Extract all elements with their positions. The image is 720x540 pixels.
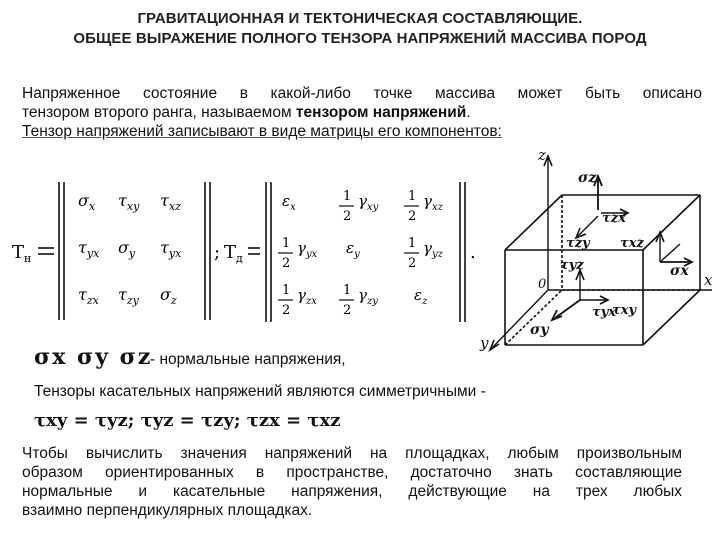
axis-x-label: x (704, 271, 713, 289)
tensor-separator: ; (214, 242, 221, 263)
axis-y-label: y (480, 334, 489, 352)
strain-component: $\gamma_{xz}$ (423, 192, 443, 213)
intro-line-2-suffix: . (466, 104, 471, 121)
closing-line-3: нормальные и касательные напряжения, действующие на трех любых (22, 483, 682, 500)
half-fraction (339, 283, 354, 318)
strain-component: $\gamma_{zx}$ (297, 286, 317, 307)
svg-text:2: 2 (408, 209, 417, 224)
arrow-sigma-y (555, 300, 580, 318)
closing-line-1: Чтобы вычислить значения напряжений на площадках, любым произвольным (22, 445, 682, 462)
svg-text:2: 2 (408, 256, 417, 271)
tensor-sigma-label: T (12, 242, 25, 263)
svg-text:1: 1 (282, 236, 291, 251)
svg-text:T (12, 242, 24, 263)
normal-stress-text: - нормальные напряжения, (150, 351, 346, 368)
stress-component: $\tau_{xy}$ (118, 191, 140, 213)
origin-label: 0 (538, 277, 547, 292)
svg-text:1: 1 (343, 189, 352, 204)
tensor-eps-label-sub: д (236, 252, 243, 265)
closing-line-2: образом ориентированных в пространстве, достаточно знать составляющие (22, 464, 682, 481)
svg-text:2: 2 (282, 303, 291, 318)
strain-component: $\varepsilon_x$ (282, 192, 296, 213)
svg-text:2: 2 (282, 256, 291, 271)
strain-component: $\gamma_{xy}$ (358, 192, 379, 213)
intro-line-1: Напряженное состояние в какой-либо точке массива может быть описано (22, 85, 702, 102)
title-line-2: ОБЩЕЕ ВЫРАЖЕНИЕ ПОЛНОГО ТЕНЗОРА НАПРЯЖЕНИЙ МАССИВА ПОРОД (73, 30, 647, 47)
half-fraction (339, 189, 354, 224)
shear-text: Тензоры касательных напряжений являются симметричными - (34, 383, 486, 400)
sigma-z-label: σz (578, 170, 597, 186)
axis-z-label: z (538, 146, 546, 164)
half-fraction (404, 236, 419, 271)
strain-component: $\gamma_{zy}$ (358, 286, 378, 307)
strain-component: $\gamma_{yz}$ (423, 239, 443, 260)
stress-component: $\tau_{zx}$ (78, 285, 99, 307)
strain-component: $\varepsilon_y$ (346, 239, 360, 260)
intro-line-2-prefix: тензором второго ранга, называемом (22, 104, 296, 121)
svg-text:1: 1 (408, 189, 417, 204)
svg-text:2: 2 (343, 209, 352, 224)
svg-text:1: 1 (282, 283, 291, 298)
sigma-x-label: σx (670, 263, 689, 279)
half-fraction (404, 189, 419, 224)
strain-tensor-matrix (224, 182, 476, 322)
tensor-eps-label: T (224, 242, 237, 263)
closing-paragraph (22, 444, 682, 520)
tau-zy-label: τzy (566, 236, 590, 251)
tau-yx-label: τyx (592, 305, 617, 320)
strain-component: $\gamma_{yx}$ (297, 239, 318, 260)
tau-yz-label: τyz (560, 258, 584, 273)
title-line-1: ГРАВИТАЦИОННАЯ И ТЕКТОНИЧЕСКАЯ СОСТАВЛЯЮЩИЕ. (137, 10, 583, 27)
strain-component: $\varepsilon_z$ (414, 286, 428, 307)
stress-component: $\tau_{zy}$ (118, 285, 139, 307)
stress-tensor-matrix (12, 182, 220, 320)
stress-component: $\sigma_y$ (118, 238, 136, 260)
half-fraction (278, 236, 293, 271)
cube-edge (643, 290, 700, 345)
closing-line-4: взаимно перпендикулярных площадках. (22, 502, 313, 519)
cube-edge (643, 195, 700, 250)
cube-edge (505, 195, 562, 250)
stress-component: $\tau_{yx}$ (78, 238, 100, 260)
tensor-sigma-label-sub: н (24, 252, 32, 265)
stress-cube-diagram (490, 156, 712, 350)
arrow-tau-xy-back (660, 244, 680, 262)
stress-component: $\sigma_x$ (78, 191, 96, 213)
svg-text:2: 2 (343, 303, 352, 318)
stress-component: $\tau_{yx}$ (160, 238, 182, 260)
svg-text:1: 1 (343, 283, 352, 298)
cube-labels (479, 146, 713, 352)
intro-line-3: Тензор напряжений записывают в виде матрицы его компонентов: (22, 123, 502, 140)
half-fraction (278, 283, 293, 318)
shear-symmetry-formula: τxy = τyz; τyz = τzy; τzx = τxz (34, 410, 341, 431)
sigma-y-label: σy (530, 322, 549, 338)
tensor-eps-end: . (470, 242, 476, 263)
svg-text:1: 1 (408, 236, 417, 251)
normal-stress-symbols: σx σy σz (34, 344, 153, 370)
tau-xy-label: τxy (612, 303, 637, 318)
tau-zx-label: τzx (602, 211, 626, 226)
arrow-tau-zy (578, 216, 598, 236)
term-stress-tensor: тензором напряжений (295, 104, 467, 121)
axis-y-line (490, 290, 548, 350)
stress-component: $\tau_{xz}$ (160, 191, 181, 213)
tau-xz-label: τxz (620, 236, 644, 251)
stress-component: $\sigma_z$ (160, 285, 177, 307)
